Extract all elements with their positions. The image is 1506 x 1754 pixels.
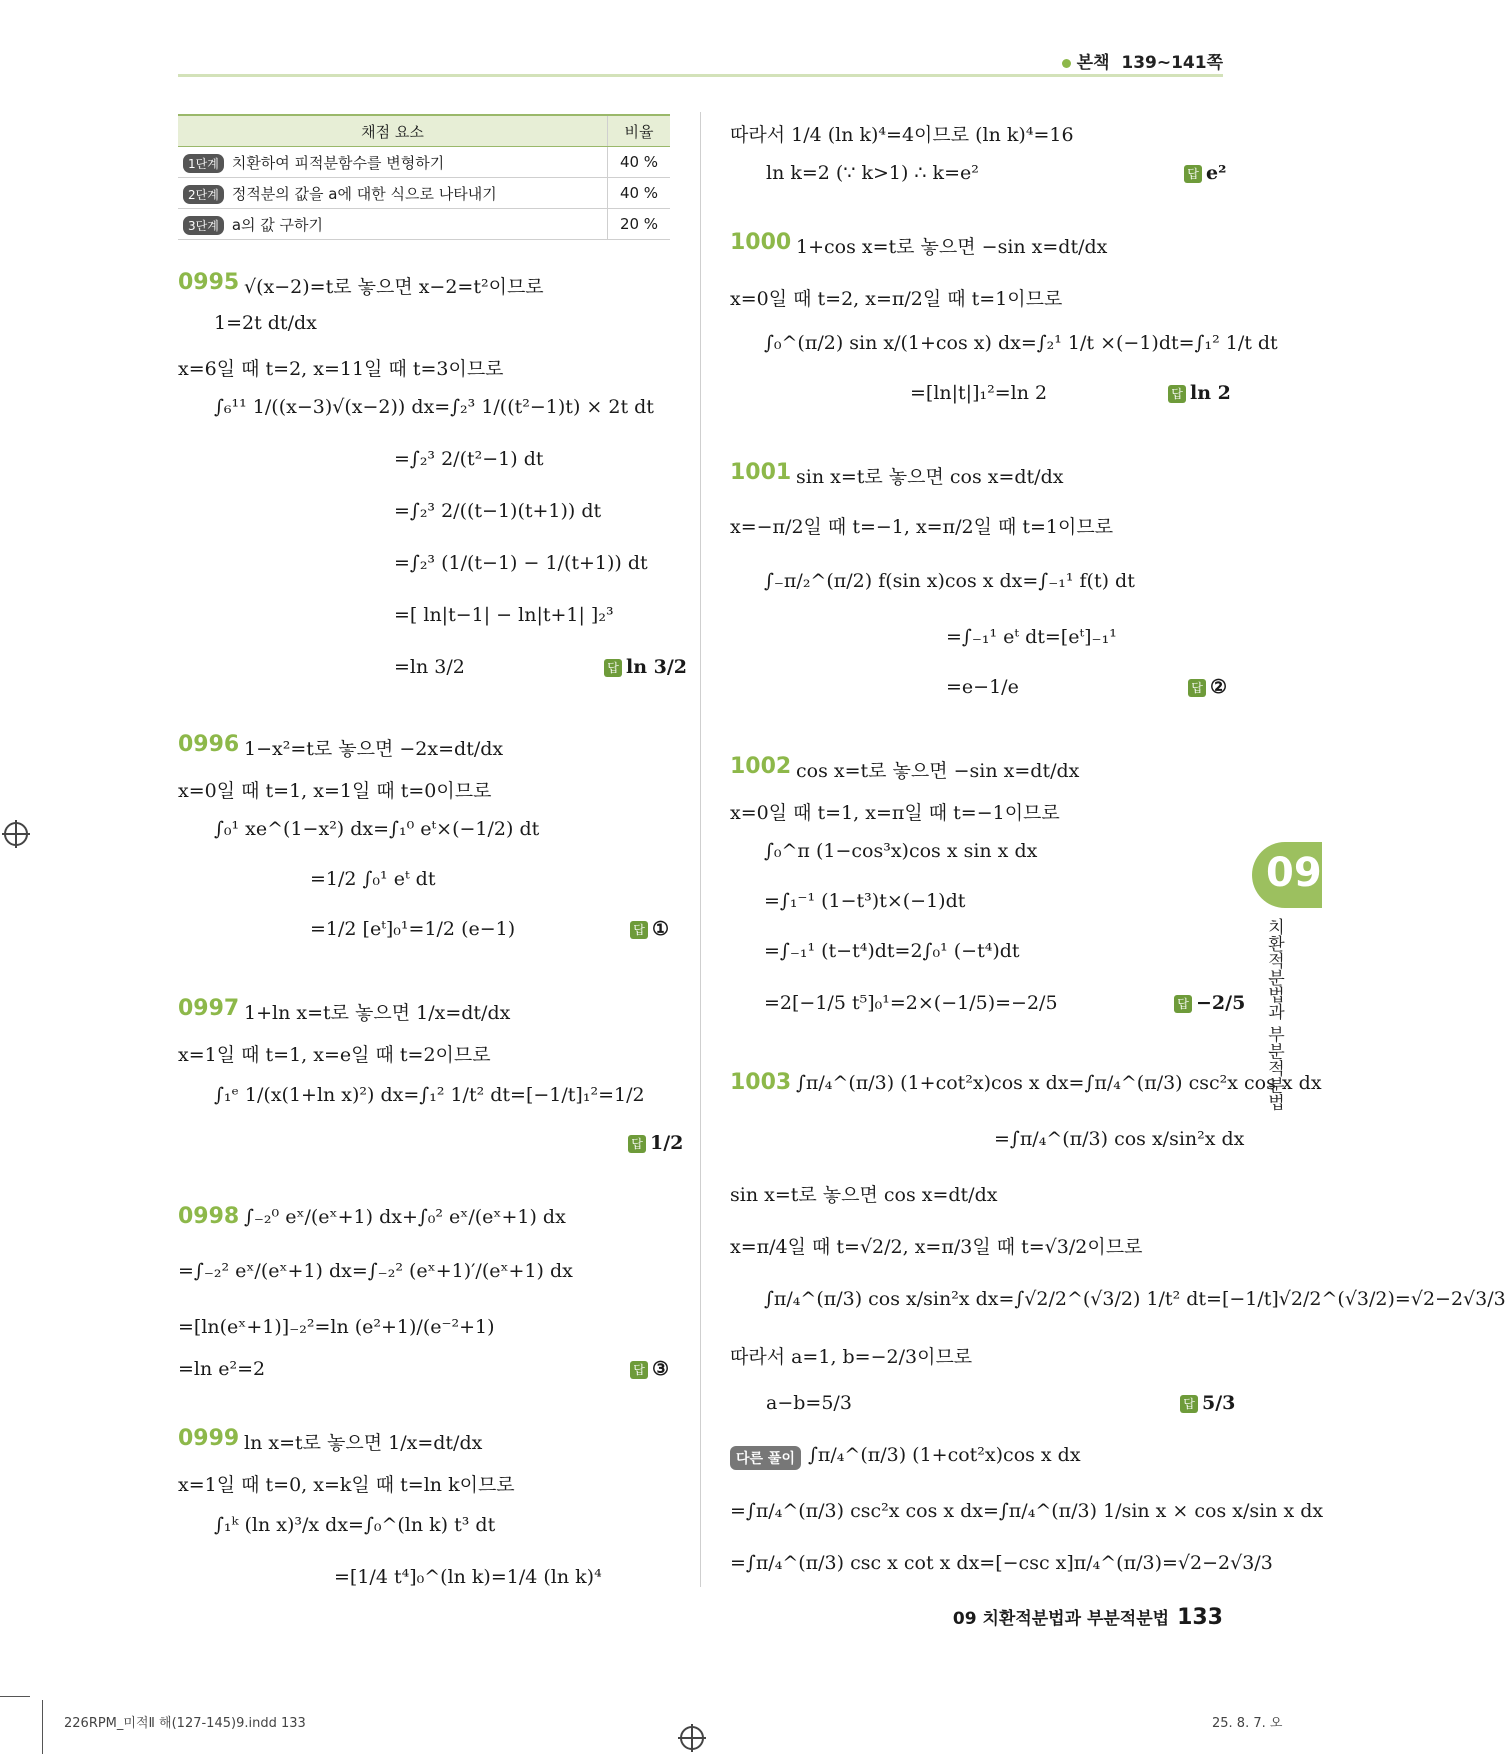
answer-mark-icon: 답	[1174, 995, 1192, 1013]
solution-line: x=1일 때 t=0, x=k일 때 t=ln k이므로	[178, 1474, 515, 1496]
problem-number: 0999	[178, 1426, 240, 1451]
answer	[1168, 382, 1231, 404]
solution-line: 1=2t dt/dx	[214, 312, 317, 334]
solution-line: 따라서 a=1, b=−2/3이므로	[730, 1346, 973, 1368]
solution-line: =ln 3/2	[394, 656, 465, 678]
table-row	[178, 178, 670, 209]
solution-line: √(x−2)=t로 놓으면 x−2=t²이므로	[244, 276, 544, 298]
answer	[1180, 1392, 1235, 1414]
solution-line: =[ln|t|]₁²=ln 2	[910, 382, 1048, 404]
answer	[1184, 162, 1226, 184]
table-header-ratio: 비율	[608, 115, 671, 147]
table-header-criteria: 채점 요소	[178, 115, 608, 147]
page-range: 139~141쪽	[1121, 53, 1223, 73]
solution-line: =∫₋₁¹ eᵗ dt=[eᵗ]₋₁¹	[946, 626, 1117, 648]
step-ratio: 40 %	[608, 178, 671, 209]
registration-mark-icon	[4, 822, 28, 846]
solution-line: =∫π/₄^(π/3) csc x cot x dx=[−csc x]π/₄^(π/3)=√2−2√3/3	[730, 1552, 1273, 1574]
solution-line: ln x=t로 놓으면 1/x=dt/dx	[244, 1432, 483, 1454]
answer-value: e²	[1206, 162, 1227, 184]
solution-line: sin x=t로 놓으면 cos x=dt/dx	[796, 466, 1064, 488]
footer-chapter: 09 치환적분법과 부분적분법	[952, 1609, 1170, 1629]
answer-value: ln 2	[1190, 382, 1231, 404]
solution-line: ∫π/₄^(π/3) (1+cot²x)cos x dx=∫π/₄^(π/3) csc²x cos x dx	[796, 1072, 1322, 1094]
solution-line: sin x=t로 놓으면 cos x=dt/dx	[730, 1184, 998, 1206]
registration-mark-icon	[680, 1726, 704, 1750]
answer	[630, 1358, 669, 1380]
step-badge: 3단계	[183, 216, 224, 235]
solution-line: x=π/4일 때 t=√2/2, x=π/3일 때 t=√3/2이므로	[730, 1236, 1143, 1258]
chapter-tab	[1252, 842, 1322, 908]
problem-number: 0995	[178, 270, 240, 295]
solution-line: x=0일 때 t=1, x=1일 때 t=0이므로	[178, 780, 492, 802]
solution-line: =∫₁⁻¹ (1−t³)t×(−1)dt	[764, 890, 966, 912]
problem-number: 1001	[730, 460, 792, 485]
table-row	[178, 147, 670, 178]
step-ratio: 40 %	[608, 147, 671, 178]
answer-mark-icon: 답	[630, 921, 648, 939]
crop-mark	[42, 1700, 43, 1754]
solution-line: =[ln(eˣ+1)]₋₂²=ln (e²+1)/(e⁻²+1)	[178, 1316, 495, 1338]
book-label: 본책	[1076, 53, 1110, 73]
solution-line: ∫₁ᵏ (ln x)³/x dx=∫₀^(ln k) t³ dt	[214, 1514, 496, 1536]
date-slug: 25. 8. 7. 오	[1212, 1716, 1283, 1731]
problem-number: 1002	[730, 754, 792, 779]
solution-line: 1+cos x=t로 놓으면 −sin x=dt/dx	[796, 236, 1108, 258]
answer	[1174, 992, 1245, 1014]
solution-line: =∫₂³ (1/(t−1) − 1/(t+1)) dt	[394, 552, 648, 574]
page-number: 133	[1177, 1605, 1223, 1630]
answer-mark-icon: 답	[630, 1361, 648, 1379]
answer-mark-icon: 답	[1168, 385, 1186, 403]
column-divider	[700, 112, 701, 1587]
solution-line: ∫₀^π (1−cos³x)cos x sin x dx	[764, 840, 1038, 862]
step-ratio: 20 %	[608, 209, 671, 240]
solution-line: =2[−1/5 t⁵]₀¹=2×(−1/5)=−2/5	[764, 992, 1058, 1014]
answer-value: 1/2	[650, 1132, 684, 1154]
solution-line: ∫π/₄^(π/3) cos x/sin²x dx=∫√2/2^(√3/2) 1/t² dt=[−1/t]√2/2^(√3/2)=√2−2√3/3	[764, 1288, 1506, 1310]
solution-line: =∫₋₂² eˣ/(eˣ+1) dx=∫₋₂² (eˣ+1)′/(eˣ+1) dx	[178, 1260, 573, 1282]
solution-line: ∫₀^(π/2) sin x/(1+cos x) dx=∫₂¹ 1/t ×(−1)dt=∫₁² 1/t dt	[764, 332, 1278, 354]
page-footer	[953, 1604, 1223, 1630]
step-description: a의 값 구하기	[231, 215, 324, 234]
answer-value: ②	[1210, 676, 1228, 698]
file-slug: 226RPM_미적Ⅱ 해(127-145)9.indd 133	[64, 1716, 306, 1731]
answer	[1188, 676, 1227, 698]
answer-value: 5/3	[1202, 1392, 1236, 1414]
answer-value: ③	[652, 1358, 670, 1380]
solution-line: 따라서 1/4 (ln k)⁴=4이므로 (ln k)⁴=16	[730, 124, 1074, 146]
problem-number: 0996	[178, 732, 240, 757]
solution-line: ∫₋₂⁰ eˣ/(eˣ+1) dx+∫₀² eˣ/(eˣ+1) dx	[244, 1206, 566, 1228]
solution-line: =∫π/₄^(π/3) cos x/sin²x dx	[994, 1128, 1245, 1150]
answer	[604, 656, 687, 678]
solution-line: x=0일 때 t=1, x=π일 때 t=−1이므로	[730, 802, 1060, 824]
answer-mark-icon: 답	[604, 659, 622, 677]
answer	[630, 918, 669, 940]
solution-line: =1/2 ∫₀¹ eᵗ dt	[310, 868, 436, 890]
problem-number: 1000	[730, 230, 792, 255]
answer-mark-icon: 답	[1180, 1395, 1198, 1413]
step-badge: 1단계	[183, 154, 224, 173]
solution-line: =[1/4 t⁴]₀^(ln k)=1/4 (ln k)⁴	[334, 1566, 602, 1588]
solution-line: x=−π/2일 때 t=−1, x=π/2일 때 t=1이므로	[730, 516, 1114, 538]
step-description: 치환하여 피적분함수를 변형하기	[231, 153, 445, 172]
answer	[628, 1132, 683, 1154]
answer-mark-icon: 답	[1184, 165, 1202, 183]
chapter-tab-title: 치환적분법과 부분적분법	[1264, 918, 1284, 1111]
chapter-number: 09	[1266, 850, 1322, 896]
solution-line: ln k=2 (∵ k>1) ∴ k=e²	[766, 162, 979, 184]
answer-mark-icon: 답	[1188, 679, 1206, 697]
solution-line: =e−1/e	[946, 676, 1019, 698]
book-page-reference	[1062, 48, 1223, 73]
solution-line: =∫π/₄^(π/3) csc²x cos x dx=∫π/₄^(π/3) 1/sin x × cos x/sin x dx	[730, 1500, 1324, 1522]
bullet-icon	[1062, 59, 1071, 68]
solution-line: x=0일 때 t=2, x=π/2일 때 t=1이므로	[730, 288, 1063, 310]
scoring-table	[178, 114, 670, 240]
solution-line: 1−x²=t로 놓으면 −2x=dt/dx	[244, 738, 504, 760]
solution-line: x=1일 때 t=1, x=e일 때 t=2이므로	[178, 1044, 491, 1066]
step-description: 정적분의 값을 a에 대한 식으로 나타내기	[231, 184, 497, 203]
solution-line: =∫₋₁¹ (t−t⁴)dt=2∫₀¹ (−t⁴)dt	[764, 940, 1020, 962]
solution-line: =1/2 [eᵗ]₀¹=1/2 (e−1)	[310, 918, 516, 940]
solution-line: =ln e²=2	[178, 1358, 266, 1380]
solution-line: ∫π/₄^(π/3) (1+cot²x)cos x dx	[808, 1444, 1081, 1466]
solution-line: =[ ln|t−1| − ln|t+1| ]₂³	[394, 604, 614, 626]
solution-line: ∫₀¹ xe^(1−x²) dx=∫₁⁰ eᵗ×(−1/2) dt	[214, 818, 540, 840]
problem-number: 0997	[178, 996, 240, 1021]
answer-value: −2/5	[1196, 992, 1246, 1014]
solution-line: ∫₆¹¹ 1/((x−3)√(x−2)) dx=∫₂³ 1/((t²−1)t) × 2t dt	[214, 396, 654, 418]
solution-line: a−b=5/3	[766, 1392, 852, 1414]
problem-number: 1003	[730, 1070, 792, 1095]
solution-line: =∫₂³ 2/((t−1)(t+1)) dt	[394, 500, 602, 522]
problem-number: 0998	[178, 1204, 240, 1229]
header-rule	[178, 74, 1223, 77]
answer-value: ln 3/2	[626, 656, 688, 678]
solution-line: 1+ln x=t로 놓으면 1/x=dt/dx	[244, 1002, 511, 1024]
solution-line: ∫₋π/₂^(π/2) f(sin x)cos x dx=∫₋₁¹ f(t) dt	[764, 570, 1135, 592]
step-badge: 2단계	[183, 185, 224, 204]
table-row	[178, 209, 670, 240]
solution-line: x=6일 때 t=2, x=11일 때 t=3이므로	[178, 358, 504, 380]
solution-line: cos x=t로 놓으면 −sin x=dt/dx	[796, 760, 1080, 782]
solution-line: =∫₂³ 2/(t²−1) dt	[394, 448, 544, 470]
crop-mark	[0, 1696, 30, 1697]
solution-line: ∫₁ᵉ 1/(x(1+ln x)²) dx=∫₁² 1/t² dt=[−1/t]₁²=1/2	[214, 1084, 645, 1106]
answer-mark-icon: 답	[628, 1135, 646, 1153]
other-solution-badge: 다른 풀이	[730, 1446, 801, 1470]
answer-value: ①	[652, 918, 670, 940]
